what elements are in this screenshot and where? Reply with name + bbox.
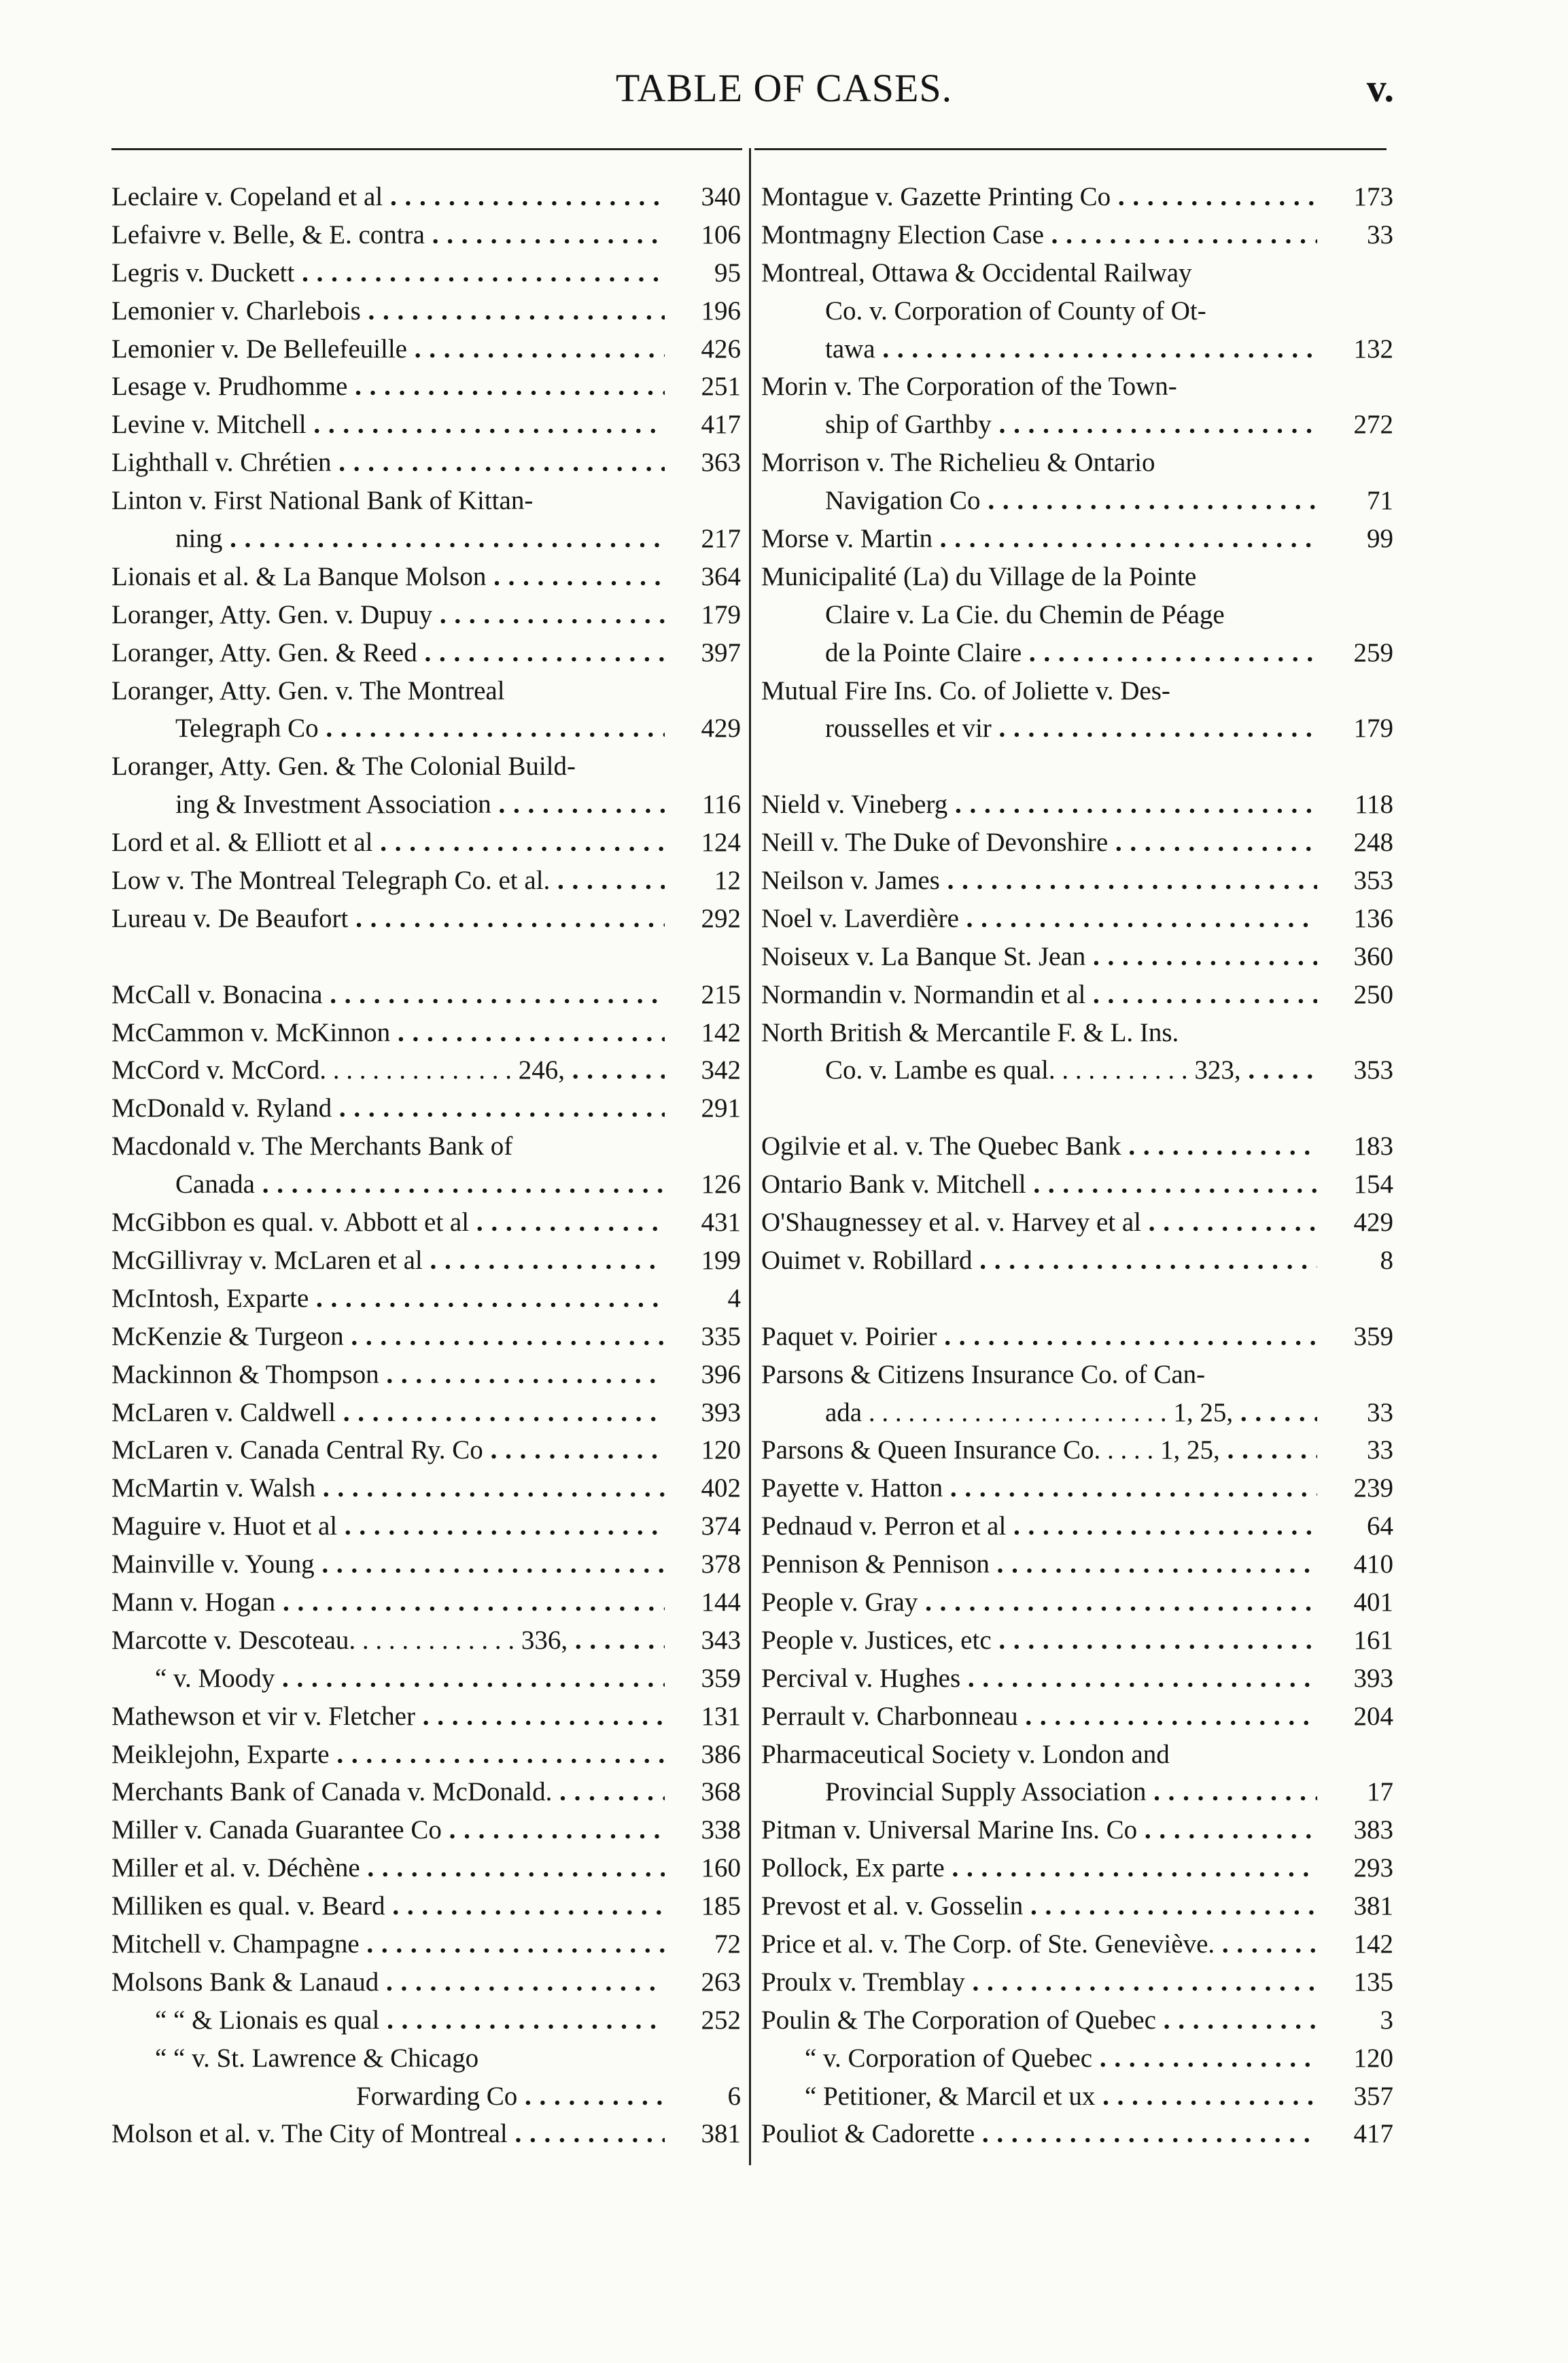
case-entry: [761, 2078, 1393, 2116]
page-ref: 179: [1353, 714, 1393, 743]
case-name: Miller et al. v. Déchène . . .: [111, 1849, 665, 1887]
case-name: Loranger, Atty. Gen. & Reed . . .: [111, 634, 665, 672]
case-name: Montmagny Election Case . . .: [761, 216, 1317, 254]
case-name: Noel v. Laverdière . . .: [761, 900, 1317, 938]
page-ref: 393: [701, 1397, 741, 1427]
case-entry: [761, 862, 1393, 900]
case-entry: [111, 178, 741, 216]
page-ref: 383: [1353, 1815, 1393, 1845]
page-ref: 95: [714, 258, 741, 287]
case-entry: [761, 1736, 1393, 1774]
case-entry: [761, 786, 1393, 824]
case-entry: [761, 444, 1393, 482]
case-entry: [111, 1469, 741, 1507]
case-name: McLaren v. Canada Central Ry. Co . . .: [111, 1431, 665, 1469]
section-gap: [111, 938, 741, 976]
case-entry: [761, 2040, 1393, 2078]
case-name: McCord v. McCord. . . . . . . . . . . . . . . 246, . . .: [111, 1051, 665, 1089]
case-name: McMartin v. Walsh . . .: [111, 1469, 665, 1507]
page-ref: 378: [701, 1550, 741, 1579]
case-entry: [761, 2001, 1393, 2040]
case-entry: [761, 976, 1393, 1014]
page-ref: 359: [1353, 1321, 1393, 1351]
case-entry: [761, 1963, 1393, 2001]
case-name: Normandin v. Normandin et al . . .: [761, 976, 1317, 1014]
case-name: McLaren v. Caldwell . . .: [111, 1394, 665, 1432]
case-entry: [761, 254, 1393, 292]
case-name: ship of Garthby . . .: [825, 406, 1317, 444]
page-header: [0, 65, 1568, 120]
page-ref: 124: [701, 828, 741, 858]
case-name: Prevost et al. v. Gosselin . . .: [761, 1887, 1317, 1925]
case-entry: [761, 938, 1393, 976]
page-ref: 135: [1353, 1967, 1393, 1997]
page-ref: 292: [701, 903, 741, 933]
case-entry: [761, 1887, 1393, 1925]
page-ref: 429: [701, 714, 741, 743]
case-name: Morrison v. The Richelieu & Ontario: [761, 448, 1155, 478]
page-ref: 359: [701, 1663, 741, 1693]
page-ref: 353: [1353, 866, 1393, 896]
page-ref: 386: [701, 1739, 741, 1769]
page-ref: 185: [701, 1891, 741, 1921]
case-name: Price et al. v. The Corp. of Ste. Geneviève. . . .: [761, 1925, 1317, 1963]
case-entry: [111, 672, 741, 710]
case-name: McCammon v. McKinnon . . .: [111, 1014, 665, 1052]
case-entry: [761, 1242, 1393, 1280]
case-name: Lighthall v. Chrétien . . .: [111, 444, 665, 482]
page-ref: 132: [1353, 334, 1393, 364]
case-entry: [111, 1849, 741, 1887]
page-ref: 381: [1353, 1891, 1393, 1921]
case-entry: [761, 216, 1393, 254]
case-name: Proulx v. Tremblay . . .: [761, 1963, 1317, 2001]
case-name: Parsons & Citizens Insurance Co. of Can-: [761, 1359, 1206, 1389]
case-name: McGillivray v. McLaren et al . . .: [111, 1242, 665, 1280]
case-entry: [761, 1431, 1393, 1469]
case-entry: [761, 1622, 1393, 1660]
case-name: Payette v. Hatton . . .: [761, 1469, 1317, 1507]
case-name: Lemonier v. De Bellefeuille . . .: [111, 330, 665, 368]
case-name: Loranger, Atty. Gen. v. The Montreal: [111, 676, 505, 705]
case-entry: [761, 1773, 1393, 1811]
case-entry: [761, 1127, 1393, 1166]
case-name: “ v. Moody . . .: [155, 1660, 665, 1698]
case-entry: [761, 482, 1393, 520]
case-entry: [761, 1204, 1393, 1242]
case-entry: [111, 710, 741, 748]
page-ref: 426: [701, 334, 741, 364]
page-ref: 116: [701, 790, 741, 820]
case-name: Legris v. Duckett . . .: [111, 254, 665, 292]
case-name: O'Shaugnessey et al. v. Harvey et al . . .: [761, 1204, 1317, 1242]
case-entry: [111, 862, 741, 900]
case-name: Ontario Bank v. Mitchell . . .: [761, 1166, 1317, 1204]
case-name: Lord et al. & Elliott et al . . .: [111, 824, 665, 862]
case-name: Morse v. Martin . . .: [761, 520, 1317, 558]
page-ref: 142: [1353, 1929, 1393, 1959]
case-entry: [761, 1394, 1393, 1432]
case-name: Co. v. Corporation of County of Ot-: [825, 296, 1206, 326]
page-ref: 33: [1367, 1397, 1393, 1427]
case-entry: [111, 216, 741, 254]
case-entry: [111, 520, 741, 558]
case-entry: [111, 1280, 741, 1318]
case-name: People v. Justices, etc . . .: [761, 1622, 1317, 1660]
case-name: North British & Mercantile F. & L. Ins.: [761, 1017, 1179, 1047]
case-entry: [111, 1014, 741, 1052]
case-entry: [111, 900, 741, 938]
column-divider: [749, 148, 751, 2165]
case-entry: [111, 1963, 741, 2001]
page-ref: 248: [1353, 828, 1393, 858]
page-ref: 12: [714, 866, 741, 896]
case-name: Nield v. Vineberg . . .: [761, 786, 1317, 824]
case-entry: [761, 558, 1393, 596]
case-entry: [761, 1660, 1393, 1698]
case-entry: [111, 1773, 741, 1811]
case-entry: [111, 748, 741, 786]
case-name: Perrault v. Charbonneau . . .: [761, 1698, 1317, 1736]
case-name: Linton v. First National Bank of Kittan-: [111, 486, 534, 516]
case-name: Pitman v. Universal Marine Ins. Co . . .: [761, 1811, 1317, 1849]
case-name: Mutual Fire Ins. Co. of Joliette v. Des-: [761, 676, 1170, 705]
page-ref: 396: [701, 1359, 741, 1389]
case-name: Loranger, Atty. Gen. v. Dupuy . . .: [111, 596, 665, 634]
page-ref: 154: [1353, 1170, 1393, 1200]
case-name: Mitchell v. Champagne . . .: [111, 1925, 665, 1963]
case-entry: [761, 1318, 1393, 1356]
page-ref: 272: [1353, 410, 1393, 440]
page-ref: 72: [714, 1929, 741, 1959]
case-entry: [761, 672, 1393, 710]
page-ref: 196: [701, 296, 741, 326]
case-name: ada . . . . . . . . . . . . . . . . . . . . . . . 1, 25, . . .: [825, 1394, 1317, 1432]
page-ref: 120: [701, 1435, 741, 1465]
case-name: “ Petitioner, & Marcil et ux . . .: [805, 2078, 1317, 2116]
page-ref: 263: [701, 1967, 741, 1997]
case-name: Montague v. Gazette Printing Co . . .: [761, 178, 1317, 216]
case-entry: [111, 406, 741, 444]
case-entry: [761, 824, 1393, 862]
case-name: Leclaire v. Copeland et al . . .: [111, 178, 665, 216]
case-name: Levine v. Mitchell . . .: [111, 406, 665, 444]
page-ref: 291: [701, 1093, 741, 1123]
case-name: tawa . . .: [825, 330, 1317, 368]
case-name: Lemonier v. Charlebois . . .: [111, 292, 665, 330]
case-name: People v. Gray . . .: [761, 1583, 1317, 1622]
case-entry: [761, 1545, 1393, 1583]
case-name: Neilson v. James . . .: [761, 862, 1317, 900]
page-ref: 250: [1353, 979, 1393, 1009]
case-name: Pollock, Ex parte . . .: [761, 1849, 1317, 1887]
case-entry: [111, 786, 741, 824]
case-name: Provincial Supply Association . . .: [825, 1773, 1317, 1811]
case-name: Co. v. Lambe es qual. . . . . . . . . . . 323, . . .: [825, 1051, 1317, 1089]
page-ref: 357: [1353, 2081, 1393, 2111]
case-name: Forwarding Co . . .: [356, 2078, 665, 2116]
case-entry: [761, 292, 1393, 330]
case-name: Merchants Bank of Canada v. McDonald. . . .: [111, 1773, 665, 1811]
case-entry: [761, 1698, 1393, 1736]
case-name: Lionais et al. & La Banque Molson . . .: [111, 558, 665, 596]
page-ref: 120: [1353, 2043, 1393, 2073]
page-ref: 204: [1353, 1701, 1393, 1731]
page-ref: 215: [701, 979, 741, 1009]
page-ref: 144: [701, 1587, 741, 1617]
page-ref: 338: [701, 1815, 741, 1845]
page-ref: 363: [701, 448, 741, 478]
page-ref: 353: [1353, 1055, 1393, 1085]
case-entry: [761, 406, 1393, 444]
case-name: Miller v. Canada Guarantee Co . . .: [111, 1811, 665, 1849]
case-entry: [111, 1660, 741, 1698]
page-ref: 33: [1367, 220, 1393, 249]
case-entry: [111, 596, 741, 634]
case-name: Parsons & Queen Insurance Co. . . . . 1, 25, . . .: [761, 1431, 1317, 1469]
page-ref: 161: [1353, 1625, 1393, 1655]
page-ref: 118: [1354, 790, 1393, 820]
page-ref: 6: [727, 2081, 741, 2111]
case-entry: [111, 634, 741, 672]
case-entry: [111, 1887, 741, 1925]
case-name: Montreal, Ottawa & Occidental Railway: [761, 258, 1192, 287]
case-entry: [111, 1089, 741, 1127]
case-entry: [111, 1736, 741, 1774]
case-name: rousselles et vir . . .: [825, 710, 1317, 748]
case-name: Macdonald v. The Merchants Bank of: [111, 1132, 513, 1161]
page-ref: 368: [701, 1777, 741, 1807]
case-entry: [111, 2115, 741, 2153]
case-entry: [111, 1698, 741, 1736]
page-ref: 293: [1353, 1853, 1393, 1883]
case-entry: [761, 520, 1393, 558]
page-ref: 342: [701, 1055, 741, 1085]
page-ref: 64: [1367, 1511, 1393, 1541]
case-entry: [761, 900, 1393, 938]
case-name: Milliken es qual. v. Beard . . .: [111, 1887, 665, 1925]
case-entry: [761, 1051, 1393, 1089]
case-name: Ouimet v. Robillard . . .: [761, 1242, 1317, 1280]
page-ref: 131: [701, 1701, 741, 1731]
page-ref: 381: [701, 2119, 741, 2149]
section-gap: [761, 748, 1393, 786]
section-gap: [761, 1280, 1393, 1318]
case-entry: [111, 254, 741, 292]
case-name: Navigation Co . . .: [825, 482, 1317, 520]
page-ref: 239: [1353, 1473, 1393, 1503]
page-ref: 431: [701, 1208, 741, 1238]
case-name: Pharmaceutical Society v. London and: [761, 1739, 1170, 1769]
page-ref: 142: [701, 1017, 741, 1047]
case-name: ning . . .: [175, 520, 665, 558]
case-entry: [111, 1925, 741, 1963]
case-name: Percival v. Hughes . . .: [761, 1660, 1317, 1698]
case-name: Noiseux v. La Banque St. Jean . . .: [761, 938, 1317, 976]
page-ref: 4: [727, 1283, 741, 1313]
page-title: TABLE OF CASES.: [615, 66, 953, 110]
case-name: Lefaivre v. Belle, & E. contra . . .: [111, 216, 665, 254]
page-ref: 401: [1353, 1587, 1393, 1617]
header-rule-left: [111, 148, 742, 150]
page-ref: 393: [1353, 1663, 1393, 1693]
case-entry: [111, 1127, 741, 1166]
case-entry: [761, 1583, 1393, 1622]
case-entry: [761, 634, 1393, 672]
page-ref: 343: [701, 1625, 741, 1655]
case-entry: [111, 368, 741, 406]
page-ref: 179: [701, 599, 741, 629]
page-ref: 251: [701, 372, 741, 402]
case-name: Low v. The Montreal Telegraph Co. et al. . . .: [111, 862, 665, 900]
case-entry: [111, 330, 741, 368]
case-name: ing & Investment Association . . .: [175, 786, 665, 824]
case-entry: [111, 558, 741, 596]
case-entry: [111, 2078, 741, 2116]
case-name: Pednaud v. Perron et al . . .: [761, 1507, 1317, 1545]
case-name: McGibbon es qual. v. Abbott et al . . .: [111, 1204, 665, 1242]
case-entry: [761, 1925, 1393, 1963]
case-entry: [761, 368, 1393, 406]
case-entry: [111, 1394, 741, 1432]
page-ref: 106: [701, 220, 741, 249]
page-ref: 71: [1367, 486, 1393, 516]
page-ref: 99: [1367, 524, 1393, 554]
case-entry: [761, 1014, 1393, 1052]
case-entry: [761, 1166, 1393, 1204]
case-entry: [111, 1811, 741, 1849]
case-name: McKenzie & Turgeon . . .: [111, 1318, 665, 1356]
case-entry: [111, 1507, 741, 1545]
page-ref: 136: [1353, 903, 1393, 933]
page-ref: 126: [701, 1170, 741, 1200]
case-entry: [111, 1204, 741, 1242]
case-entry: [111, 1318, 741, 1356]
case-entry: [111, 1583, 741, 1622]
case-entry: [111, 2001, 741, 2040]
page-ref: 259: [1353, 637, 1393, 667]
page-ref: 199: [701, 1245, 741, 1275]
page-number: v.: [1366, 66, 1394, 110]
section-gap: [761, 1089, 1393, 1127]
case-name: Canada . . .: [175, 1166, 665, 1204]
case-entry: [761, 1356, 1393, 1394]
case-entry: [111, 1166, 741, 1204]
case-entry: [111, 976, 741, 1014]
case-name: “ “ v. St. Lawrence & Chicago: [155, 2043, 479, 2073]
page-ref: 417: [1353, 2119, 1393, 2149]
case-entry: [111, 2040, 741, 2078]
case-name: Pouliot & Cadorette . . .: [761, 2115, 1317, 2153]
page-ref: 410: [1353, 1550, 1393, 1579]
case-name: Meiklejohn, Exparte . . .: [111, 1736, 665, 1774]
case-name: Neill v. The Duke of Devonshire . . .: [761, 824, 1317, 862]
case-entry: [761, 710, 1393, 748]
case-name: Maguire v. Huot et al . . .: [111, 1507, 665, 1545]
page-ref: 3: [1380, 2005, 1393, 2035]
case-name: Municipalité (La) du Village de la Pointe: [761, 561, 1197, 591]
case-entry: [111, 1356, 741, 1394]
page-ref: 364: [701, 561, 741, 591]
left-column: [111, 178, 741, 2153]
case-entry: [111, 1545, 741, 1583]
case-name: Paquet v. Poirier . . .: [761, 1318, 1317, 1356]
page-ref: 217: [701, 524, 741, 554]
page-ref: 33: [1367, 1435, 1393, 1465]
case-name: de la Pointe Claire . . .: [825, 634, 1317, 672]
page-ref: 417: [701, 410, 741, 440]
page-ref: 252: [701, 2005, 741, 2035]
case-entry: [111, 482, 741, 520]
case-entry: [761, 1811, 1393, 1849]
case-name: Loranger, Atty. Gen. & The Colonial Build-: [111, 752, 576, 782]
page-ref: 402: [701, 1473, 741, 1503]
case-name: Telegraph Co . . .: [175, 710, 665, 748]
case-entry: [761, 1469, 1393, 1507]
case-entry: [111, 1622, 741, 1660]
page-ref: 429: [1353, 1208, 1393, 1238]
case-name: Molson et al. v. The City of Montreal . . .: [111, 2115, 665, 2153]
case-name: Mainville v. Young . . .: [111, 1545, 665, 1583]
page-ref: 340: [701, 182, 741, 211]
page-ref: 335: [701, 1321, 741, 1351]
page-ref: 397: [701, 637, 741, 667]
case-entry: [761, 596, 1393, 634]
case-name: Lureau v. De Beaufort . . .: [111, 900, 665, 938]
case-entry: [761, 178, 1393, 216]
page-ref: 160: [701, 1853, 741, 1883]
case-name: McIntosh, Exparte . . .: [111, 1280, 665, 1318]
case-name: Lesage v. Prudhomme . . .: [111, 368, 665, 406]
case-entry: [761, 1507, 1393, 1545]
case-name: Pennison & Pennison . . .: [761, 1545, 1317, 1583]
case-name: Claire v. La Cie. du Chemin de Péage: [825, 599, 1225, 629]
page-ref: 17: [1367, 1777, 1393, 1807]
case-name: Molsons Bank & Lanaud . . .: [111, 1963, 665, 2001]
right-column: [761, 178, 1393, 2153]
case-entry: [111, 1242, 741, 1280]
case-entry: [111, 292, 741, 330]
case-name: Morin v. The Corporation of the Town-: [761, 372, 1177, 402]
case-name: Ogilvie et al. v. The Quebec Bank . . .: [761, 1127, 1317, 1166]
page-ref: 360: [1353, 941, 1393, 971]
case-name: Mathewson et vir v. Fletcher . . .: [111, 1698, 665, 1736]
case-name: McDonald v. Ryland . . .: [111, 1089, 665, 1127]
case-entry: [761, 330, 1393, 368]
header-rule-right: [754, 148, 1387, 150]
page-ref: 8: [1380, 1245, 1393, 1275]
page-ref: 173: [1353, 182, 1393, 211]
case-name: Mackinnon & Thompson . . .: [111, 1356, 665, 1394]
case-entry: [111, 444, 741, 482]
page-ref: 183: [1353, 1132, 1393, 1161]
case-entry: [111, 824, 741, 862]
case-name: Mann v. Hogan . . .: [111, 1583, 665, 1622]
case-name: Poulin & The Corporation of Quebec . . .: [761, 2001, 1317, 2040]
case-entry: [111, 1051, 741, 1089]
case-name: Marcotte v. Descoteau. . . . . . . . . . . . . 336, . . .: [111, 1622, 665, 1660]
case-entry: [761, 1849, 1393, 1887]
case-entry: [761, 2115, 1393, 2153]
page-ref: 374: [701, 1511, 741, 1541]
case-name: “ “ & Lionais es qual . . .: [155, 2001, 665, 2040]
case-entry: [111, 1431, 741, 1469]
case-name: “ v. Corporation of Quebec . . .: [805, 2040, 1317, 2078]
case-name: McCall v. Bonacina . . .: [111, 976, 665, 1014]
